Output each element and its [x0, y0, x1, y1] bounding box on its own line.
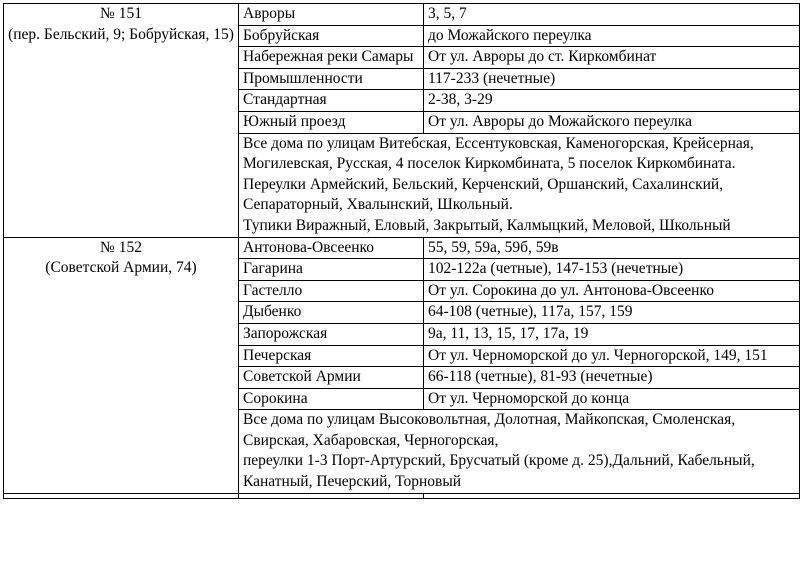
- street-name: Печерская: [239, 345, 424, 367]
- street-houses: 9а, 11, 13, 15, 17, 17а, 19: [424, 323, 800, 345]
- district-cell: [4, 4, 239, 238]
- stub-cell: [239, 493, 424, 498]
- street-houses: 66-118 (четные), 81-93 (нечетные): [424, 367, 800, 389]
- street-houses: От ул. Черноморской до конца: [424, 388, 800, 410]
- street-name: Авроры: [239, 4, 424, 26]
- street-name: Бобруйская: [239, 25, 424, 47]
- street-houses: От ул. Авроры до Можайского переулка: [424, 111, 800, 133]
- street-name: Гагарина: [239, 259, 424, 281]
- street-houses: 55, 59, 59а, 59б, 59в: [424, 237, 800, 259]
- street-houses: От ул. Сорокина до ул. Антонова-Овсеенко: [424, 280, 800, 302]
- district-number: № 152: [100, 238, 142, 256]
- stub-cell: [4, 493, 239, 498]
- note-line: Тупики Виражный, Еловый, Закрытый, Калмыцкий, Меловой, Школьный: [243, 216, 731, 234]
- street-name: Стандартная: [239, 90, 424, 112]
- street-name: Дыбенко: [239, 302, 424, 324]
- street-houses: 3, 5, 7: [424, 4, 800, 26]
- district-address: (Советской Армии, 74): [45, 259, 197, 277]
- street-name: Промышленности: [239, 68, 424, 90]
- street-houses: до Можайского переулка: [424, 25, 800, 47]
- note-line: Все дома по улицам Высоковольтная, Долотная, Майкопская, Смоленская, Свирская, Хабаровская, Черногорская,: [243, 411, 736, 449]
- street-houses: От ул. Авроры до ст. Киркомбинат: [424, 47, 800, 69]
- note-line: Все дома по улицам Витебская, Ессентуковская, Каменогорская, Крейсерная, Могилевская, Русская, 4 поселок Киркомбината, 5 поселок Киркомбината.: [243, 134, 754, 173]
- street-name: Южный проезд: [239, 111, 424, 133]
- stub-cell: [424, 493, 800, 498]
- district-cell: [4, 237, 239, 493]
- table-body: [4, 4, 800, 499]
- polling-district-table: [3, 3, 800, 499]
- street-houses: 102-122а (четные), 147-153 (нечетные): [424, 259, 800, 281]
- notes-cell: [239, 133, 800, 237]
- street-name: Советской Армии: [239, 367, 424, 389]
- note-line: Переулки Армейский, Бельский, Керченский, Оршанский, Сахалинский, Сепараторный, Хвалынский, Школьный.: [243, 175, 724, 214]
- note-line: переулки 1-3 Порт-Артурский, Брусчатый (кроме д. 25),Дальний, Кабельный, Канатный, Печерский, Торновый: [243, 452, 755, 491]
- street-houses: 2-38, 3-29: [424, 90, 800, 112]
- street-houses: От ул. Черноморской до ул. Черногорской, 149, 151: [424, 345, 800, 367]
- street-name: Антонова-Овсеенко: [239, 237, 424, 259]
- notes-cell: [239, 410, 800, 493]
- street-name: Гастелло: [239, 280, 424, 302]
- street-name: Запорожская: [239, 323, 424, 345]
- district-address: (пер. Бельский, 9; Бобруйская, 15): [8, 25, 234, 43]
- next-row-stub: [4, 493, 800, 498]
- street-name: Сорокина: [239, 388, 424, 410]
- street-name: Набережная реки Самары: [239, 47, 424, 69]
- street-houses: 117-233 (нечетные): [424, 68, 800, 90]
- street-row: [4, 237, 800, 259]
- street-row: [4, 4, 800, 26]
- district-number: № 151: [100, 5, 142, 22]
- street-houses: 64-108 (четные), 117а, 157, 159: [424, 302, 800, 324]
